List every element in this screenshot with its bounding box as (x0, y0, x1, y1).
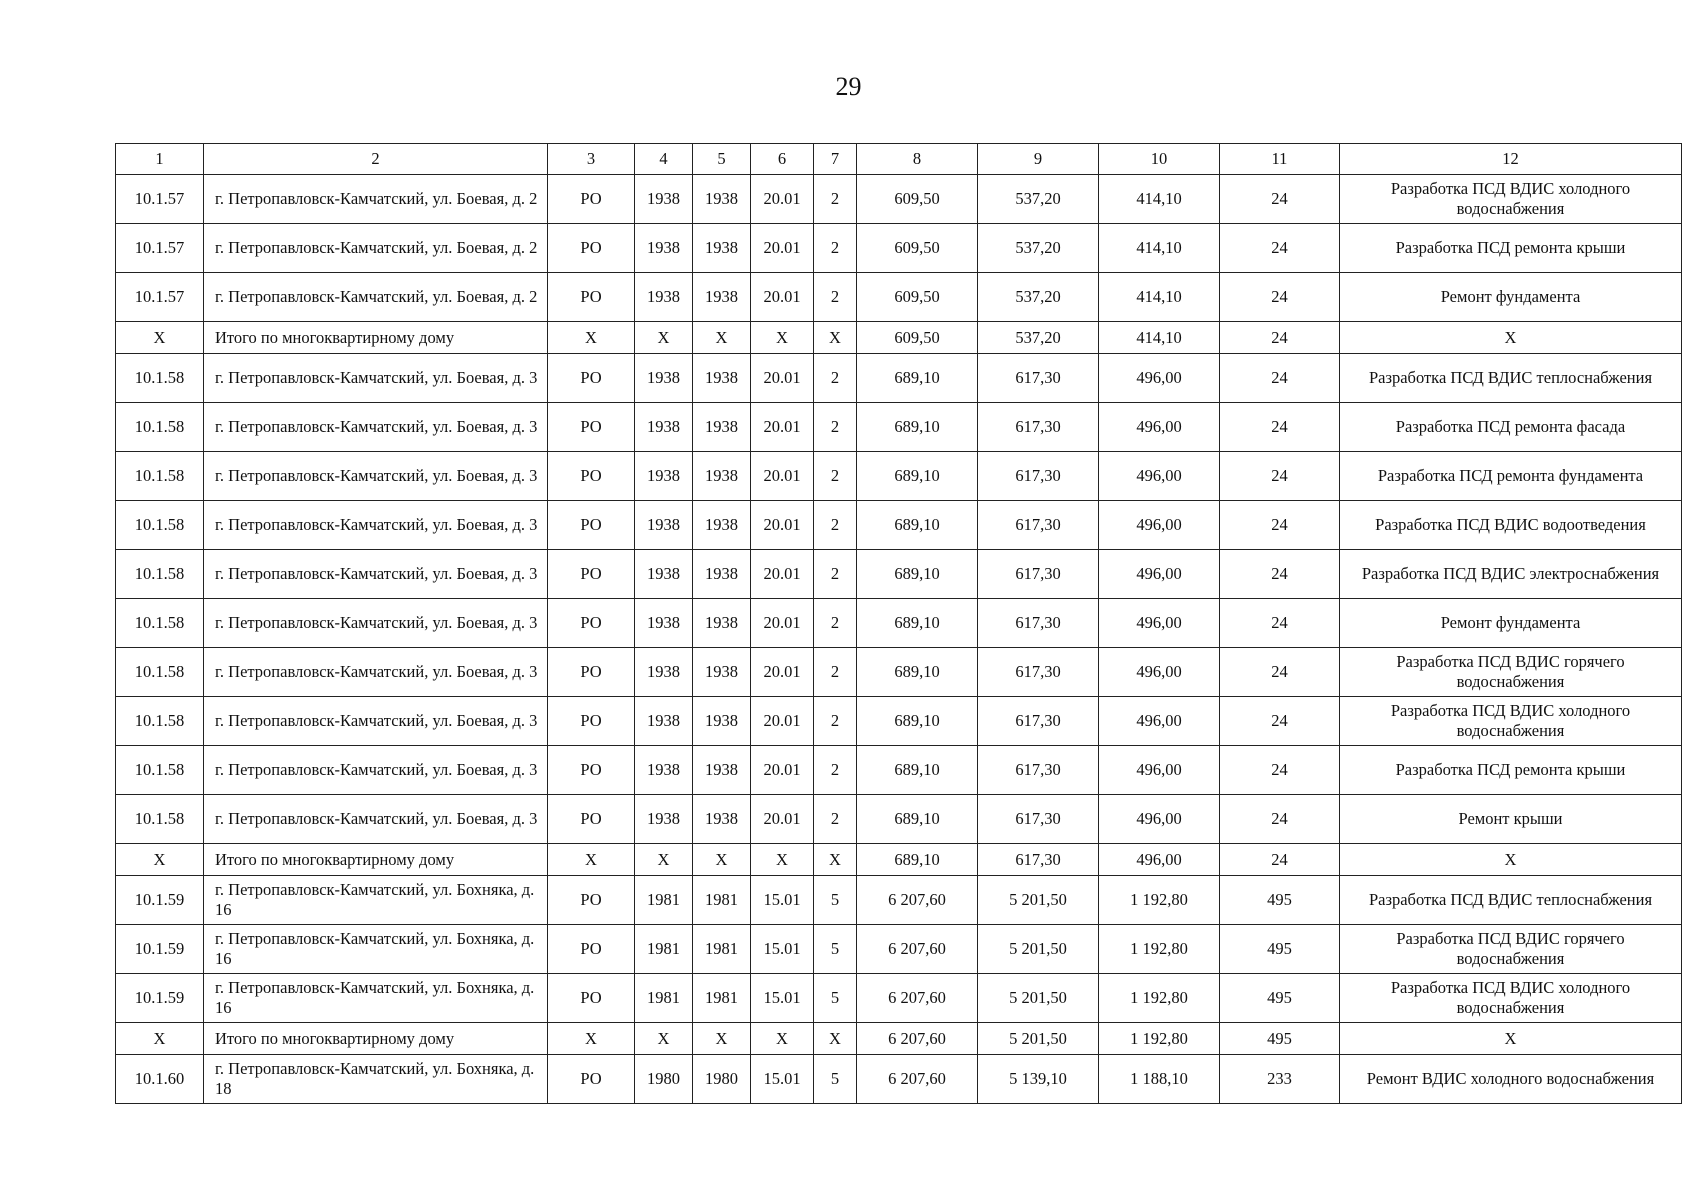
col10-area-cell: 1 192,80 (1099, 876, 1220, 925)
floors-cell: 2 (814, 273, 857, 322)
living-area-cell: 5 201,50 (978, 876, 1099, 925)
total-area-cell: 689,10 (857, 697, 978, 746)
item-number-cell: 10.1.58 (116, 599, 204, 648)
living-area-cell: 617,30 (978, 452, 1099, 501)
col10-area-cell: 496,00 (1099, 452, 1220, 501)
year-commissioned-cell: 1938 (693, 224, 751, 273)
col3-cell: РО (548, 876, 635, 925)
residents-cell: 24 (1220, 322, 1340, 354)
col3-cell: РО (548, 403, 635, 452)
living-area-cell: 5 201,50 (978, 1023, 1099, 1055)
address-cell: Итого по многоквартирному дому (204, 844, 548, 876)
col3-cell: РО (548, 974, 635, 1023)
col3-cell: РО (548, 746, 635, 795)
col10-area-cell: 496,00 (1099, 550, 1220, 599)
total-area-cell: 689,10 (857, 599, 978, 648)
repair-program-table (115, 143, 1682, 1104)
total-area-cell: 609,50 (857, 322, 978, 354)
total-area-cell: 689,10 (857, 452, 978, 501)
floors-cell: 2 (814, 175, 857, 224)
year-built-cell: X (635, 322, 693, 354)
table-row (116, 648, 1682, 697)
col3-cell: РО (548, 599, 635, 648)
address-cell: г. Петропавловск-Камчатский, ул. Бохняка, д. 16 (204, 925, 548, 974)
residents-cell: 24 (1220, 354, 1340, 403)
year-built-cell: 1938 (635, 224, 693, 273)
address-cell: г. Петропавловск-Камчатский, ул. Боевая, д. 3 (204, 501, 548, 550)
address-cell: г. Петропавловск-Камчатский, ул. Боевая, д. 2 (204, 175, 548, 224)
col6-cell: 20.01 (751, 746, 814, 795)
item-number-cell: 10.1.58 (116, 746, 204, 795)
table-row (116, 697, 1682, 746)
year-built-cell: 1938 (635, 795, 693, 844)
residents-cell: 495 (1220, 974, 1340, 1023)
total-area-cell: 609,50 (857, 224, 978, 273)
item-number-cell: 10.1.58 (116, 354, 204, 403)
year-built-cell: 1938 (635, 648, 693, 697)
col10-area-cell: 414,10 (1099, 175, 1220, 224)
living-area-cell: 617,30 (978, 550, 1099, 599)
living-area-cell: 617,30 (978, 501, 1099, 550)
page-number: 29 (835, 72, 862, 101)
year-commissioned-cell: X (693, 844, 751, 876)
total-area-cell: 689,10 (857, 501, 978, 550)
item-number-cell: X (116, 844, 204, 876)
residents-cell: 24 (1220, 697, 1340, 746)
col10-area-cell: 1 192,80 (1099, 1023, 1220, 1055)
work-type-cell: Ремонт крыши (1340, 795, 1682, 844)
living-area-cell: 537,20 (978, 175, 1099, 224)
col6-cell: 20.01 (751, 795, 814, 844)
column-header-4: 4 (635, 144, 693, 175)
total-area-cell: 689,10 (857, 354, 978, 403)
year-commissioned-cell: 1938 (693, 354, 751, 403)
col3-cell: РО (548, 795, 635, 844)
living-area-cell: 617,30 (978, 844, 1099, 876)
col6-cell: X (751, 322, 814, 354)
year-commissioned-cell: 1938 (693, 501, 751, 550)
floors-cell: 2 (814, 697, 857, 746)
col10-area-cell: 496,00 (1099, 599, 1220, 648)
floors-cell: 2 (814, 501, 857, 550)
column-header-5: 5 (693, 144, 751, 175)
living-area-cell: 5 201,50 (978, 974, 1099, 1023)
total-area-cell: 689,10 (857, 648, 978, 697)
year-built-cell: 1938 (635, 175, 693, 224)
work-type-cell: Разработка ПСД ВДИС горячего водоснабжения (1340, 925, 1682, 974)
residents-cell: 24 (1220, 273, 1340, 322)
residents-cell: 24 (1220, 550, 1340, 599)
column-header-8: 8 (857, 144, 978, 175)
living-area-cell: 617,30 (978, 795, 1099, 844)
col3-cell: РО (548, 273, 635, 322)
table-row (116, 795, 1682, 844)
year-commissioned-cell: 1938 (693, 697, 751, 746)
col3-cell: РО (548, 1055, 635, 1104)
table-row (116, 746, 1682, 795)
total-row (116, 322, 1682, 354)
col6-cell: 20.01 (751, 403, 814, 452)
floors-cell: 5 (814, 925, 857, 974)
living-area-cell: 617,30 (978, 599, 1099, 648)
floors-cell: 2 (814, 648, 857, 697)
col6-cell: 15.01 (751, 925, 814, 974)
work-type-cell: Разработка ПСД ВДИС холодного водоснабжения (1340, 974, 1682, 1023)
total-area-cell: 6 207,60 (857, 876, 978, 925)
col10-area-cell: 496,00 (1099, 403, 1220, 452)
col10-area-cell: 414,10 (1099, 224, 1220, 273)
work-type-cell: Разработка ПСД ремонта фундамента (1340, 452, 1682, 501)
table-row (116, 599, 1682, 648)
residents-cell: 24 (1220, 403, 1340, 452)
column-header-1: 1 (116, 144, 204, 175)
work-type-cell: Разработка ПСД ВДИС теплоснабжения (1340, 354, 1682, 403)
floors-cell: 5 (814, 876, 857, 925)
work-type-cell: Ремонт фундамента (1340, 599, 1682, 648)
floors-cell: 2 (814, 224, 857, 273)
total-row (116, 1023, 1682, 1055)
year-built-cell: 1938 (635, 697, 693, 746)
col6-cell: 20.01 (751, 697, 814, 746)
column-header-3: 3 (548, 144, 635, 175)
item-number-cell: 10.1.58 (116, 501, 204, 550)
col6-cell: 20.01 (751, 175, 814, 224)
total-area-cell: 609,50 (857, 175, 978, 224)
year-commissioned-cell: 1938 (693, 452, 751, 501)
item-number-cell: 10.1.57 (116, 273, 204, 322)
work-type-cell: Ремонт ВДИС холодного водоснабжения (1340, 1055, 1682, 1104)
address-cell: Итого по многоквартирному дому (204, 322, 548, 354)
address-cell: Итого по многоквартирному дому (204, 1023, 548, 1055)
living-area-cell: 617,30 (978, 403, 1099, 452)
year-built-cell: 1938 (635, 273, 693, 322)
residents-cell: 24 (1220, 175, 1340, 224)
column-number-header-row (116, 144, 1682, 175)
item-number-cell: 10.1.58 (116, 648, 204, 697)
table-row (116, 876, 1682, 925)
floors-cell: 2 (814, 746, 857, 795)
address-cell: г. Петропавловск-Камчатский, ул. Боевая, д. 3 (204, 697, 548, 746)
total-area-cell: 689,10 (857, 844, 978, 876)
residents-cell: 495 (1220, 925, 1340, 974)
residents-cell: 24 (1220, 648, 1340, 697)
col10-area-cell: 1 188,10 (1099, 1055, 1220, 1104)
table-row (116, 175, 1682, 224)
work-type-cell: Разработка ПСД ВДИС электроснабжения (1340, 550, 1682, 599)
address-cell: г. Петропавловск-Камчатский, ул. Боевая, д. 2 (204, 273, 548, 322)
floors-cell: 2 (814, 550, 857, 599)
living-area-cell: 617,30 (978, 354, 1099, 403)
year-built-cell: 1938 (635, 599, 693, 648)
year-commissioned-cell: 1981 (693, 876, 751, 925)
living-area-cell: 617,30 (978, 648, 1099, 697)
residents-cell: 24 (1220, 452, 1340, 501)
column-header-9: 9 (978, 144, 1099, 175)
living-area-cell: 617,30 (978, 746, 1099, 795)
col10-area-cell: 414,10 (1099, 322, 1220, 354)
total-area-cell: 689,10 (857, 550, 978, 599)
work-type-cell: X (1340, 844, 1682, 876)
total-area-cell: 6 207,60 (857, 1055, 978, 1104)
item-number-cell: 10.1.58 (116, 697, 204, 746)
col10-area-cell: 496,00 (1099, 746, 1220, 795)
table-row (116, 501, 1682, 550)
year-commissioned-cell: X (693, 322, 751, 354)
year-built-cell: 1938 (635, 452, 693, 501)
col3-cell: РО (548, 452, 635, 501)
table-row (116, 224, 1682, 273)
work-type-cell: Разработка ПСД ВДИС горячего водоснабжения (1340, 648, 1682, 697)
work-type-cell: Разработка ПСД ВДИС водоотведения (1340, 501, 1682, 550)
work-type-cell: Разработка ПСД ВДИС холодного водоснабжения (1340, 697, 1682, 746)
item-number-cell: 10.1.57 (116, 175, 204, 224)
year-built-cell: 1981 (635, 876, 693, 925)
floors-cell: X (814, 1023, 857, 1055)
col3-cell: РО (548, 648, 635, 697)
address-cell: г. Петропавловск-Камчатский, ул. Боевая, д. 2 (204, 224, 548, 273)
residents-cell: 24 (1220, 844, 1340, 876)
column-header-10: 10 (1099, 144, 1220, 175)
residents-cell: 24 (1220, 599, 1340, 648)
col10-area-cell: 1 192,80 (1099, 925, 1220, 974)
year-commissioned-cell: 1981 (693, 974, 751, 1023)
address-cell: г. Петропавловск-Камчатский, ул. Бохняка, д. 16 (204, 876, 548, 925)
col10-area-cell: 496,00 (1099, 354, 1220, 403)
floors-cell: 2 (814, 599, 857, 648)
col3-cell: РО (548, 224, 635, 273)
year-built-cell: 1938 (635, 550, 693, 599)
residents-cell: 24 (1220, 224, 1340, 273)
floors-cell: 5 (814, 974, 857, 1023)
col3-cell: РО (548, 354, 635, 403)
address-cell: г. Петропавловск-Камчатский, ул. Боевая, д. 3 (204, 746, 548, 795)
item-number-cell: 10.1.59 (116, 974, 204, 1023)
address-cell: г. Петропавловск-Камчатский, ул. Бохняка, д. 18 (204, 1055, 548, 1104)
living-area-cell: 5 139,10 (978, 1055, 1099, 1104)
col6-cell: X (751, 1023, 814, 1055)
col3-cell: X (548, 1023, 635, 1055)
total-row (116, 844, 1682, 876)
item-number-cell: X (116, 1023, 204, 1055)
year-commissioned-cell: 1938 (693, 273, 751, 322)
address-cell: г. Петропавловск-Камчатский, ул. Боевая, д. 3 (204, 354, 548, 403)
col6-cell: 20.01 (751, 224, 814, 273)
total-area-cell: 689,10 (857, 795, 978, 844)
col6-cell: 20.01 (751, 354, 814, 403)
table-body (116, 175, 1682, 1104)
col3-cell: РО (548, 925, 635, 974)
item-number-cell: X (116, 322, 204, 354)
work-type-cell: Разработка ПСД ВДИС холодного водоснабжения (1340, 175, 1682, 224)
item-number-cell: 10.1.60 (116, 1055, 204, 1104)
floors-cell: 2 (814, 354, 857, 403)
col3-cell: X (548, 844, 635, 876)
year-built-cell: 1938 (635, 354, 693, 403)
table-row (116, 974, 1682, 1023)
total-area-cell: 689,10 (857, 403, 978, 452)
total-area-cell: 6 207,60 (857, 925, 978, 974)
work-type-cell: Разработка ПСД ремонта фасада (1340, 403, 1682, 452)
residents-cell: 24 (1220, 501, 1340, 550)
year-commissioned-cell: 1938 (693, 175, 751, 224)
year-commissioned-cell: 1938 (693, 599, 751, 648)
col10-area-cell: 1 192,80 (1099, 974, 1220, 1023)
column-header-6: 6 (751, 144, 814, 175)
address-cell: г. Петропавловск-Камчатский, ул. Боевая, д. 3 (204, 403, 548, 452)
column-header-12: 12 (1340, 144, 1682, 175)
living-area-cell: 5 201,50 (978, 925, 1099, 974)
table-row (116, 452, 1682, 501)
col10-area-cell: 496,00 (1099, 648, 1220, 697)
column-header-2: 2 (204, 144, 548, 175)
item-number-cell: 10.1.59 (116, 925, 204, 974)
year-built-cell: 1938 (635, 746, 693, 795)
year-commissioned-cell: 1938 (693, 403, 751, 452)
col10-area-cell: 496,00 (1099, 795, 1220, 844)
year-built-cell: 1981 (635, 974, 693, 1023)
residents-cell: 495 (1220, 1023, 1340, 1055)
floors-cell: X (814, 844, 857, 876)
residents-cell: 495 (1220, 876, 1340, 925)
col3-cell: РО (548, 501, 635, 550)
address-cell: г. Петропавловск-Камчатский, ул. Бохняка, д. 16 (204, 974, 548, 1023)
address-cell: г. Петропавловск-Камчатский, ул. Боевая, д. 3 (204, 599, 548, 648)
year-built-cell: 1938 (635, 403, 693, 452)
living-area-cell: 537,20 (978, 322, 1099, 354)
residents-cell: 233 (1220, 1055, 1340, 1104)
table-row (116, 1055, 1682, 1104)
col10-area-cell: 496,00 (1099, 844, 1220, 876)
item-number-cell: 10.1.58 (116, 452, 204, 501)
table-row (116, 550, 1682, 599)
total-area-cell: 689,10 (857, 746, 978, 795)
address-cell: г. Петропавловск-Камчатский, ул. Боевая, д. 3 (204, 452, 548, 501)
address-cell: г. Петропавловск-Камчатский, ул. Боевая, д. 3 (204, 795, 548, 844)
col3-cell: X (548, 322, 635, 354)
year-commissioned-cell: 1938 (693, 550, 751, 599)
total-area-cell: 609,50 (857, 273, 978, 322)
floors-cell: 5 (814, 1055, 857, 1104)
year-built-cell: 1938 (635, 501, 693, 550)
floors-cell: 2 (814, 452, 857, 501)
table-row (116, 354, 1682, 403)
col6-cell: 20.01 (751, 550, 814, 599)
work-type-cell: X (1340, 322, 1682, 354)
col3-cell: РО (548, 697, 635, 746)
work-type-cell: Разработка ПСД ремонта крыши (1340, 224, 1682, 273)
year-built-cell: 1980 (635, 1055, 693, 1104)
item-number-cell: 10.1.58 (116, 550, 204, 599)
table-row (116, 403, 1682, 452)
col6-cell: 20.01 (751, 452, 814, 501)
work-type-cell: X (1340, 1023, 1682, 1055)
work-type-cell: Разработка ПСД ремонта крыши (1340, 746, 1682, 795)
col6-cell: 15.01 (751, 1055, 814, 1104)
address-cell: г. Петропавловск-Камчатский, ул. Боевая, д. 3 (204, 648, 548, 697)
col10-area-cell: 496,00 (1099, 697, 1220, 746)
item-number-cell: 10.1.58 (116, 403, 204, 452)
living-area-cell: 617,30 (978, 697, 1099, 746)
work-type-cell: Разработка ПСД ВДИС теплоснабжения (1340, 876, 1682, 925)
item-number-cell: 10.1.58 (116, 795, 204, 844)
item-number-cell: 10.1.57 (116, 224, 204, 273)
floors-cell: X (814, 322, 857, 354)
table-row (116, 273, 1682, 322)
col3-cell: РО (548, 550, 635, 599)
address-cell: г. Петропавловск-Камчатский, ул. Боевая, д. 3 (204, 550, 548, 599)
year-built-cell: X (635, 844, 693, 876)
item-number-cell: 10.1.59 (116, 876, 204, 925)
col6-cell: 20.01 (751, 599, 814, 648)
residents-cell: 24 (1220, 795, 1340, 844)
col3-cell: РО (548, 175, 635, 224)
col6-cell: 15.01 (751, 876, 814, 925)
residents-cell: 24 (1220, 746, 1340, 795)
living-area-cell: 537,20 (978, 273, 1099, 322)
year-built-cell: 1981 (635, 925, 693, 974)
column-header-11: 11 (1220, 144, 1340, 175)
col10-area-cell: 496,00 (1099, 501, 1220, 550)
year-built-cell: X (635, 1023, 693, 1055)
col10-area-cell: 414,10 (1099, 273, 1220, 322)
total-area-cell: 6 207,60 (857, 974, 978, 1023)
year-commissioned-cell: X (693, 1023, 751, 1055)
year-commissioned-cell: 1980 (693, 1055, 751, 1104)
col6-cell: 20.01 (751, 501, 814, 550)
column-header-7: 7 (814, 144, 857, 175)
year-commissioned-cell: 1938 (693, 746, 751, 795)
col6-cell: 15.01 (751, 974, 814, 1023)
work-type-cell: Ремонт фундамента (1340, 273, 1682, 322)
table-row (116, 925, 1682, 974)
living-area-cell: 537,20 (978, 224, 1099, 273)
year-commissioned-cell: 1981 (693, 925, 751, 974)
col6-cell: 20.01 (751, 273, 814, 322)
total-area-cell: 6 207,60 (857, 1023, 978, 1055)
col6-cell: X (751, 844, 814, 876)
year-commissioned-cell: 1938 (693, 648, 751, 697)
year-commissioned-cell: 1938 (693, 795, 751, 844)
floors-cell: 2 (814, 403, 857, 452)
col6-cell: 20.01 (751, 648, 814, 697)
floors-cell: 2 (814, 795, 857, 844)
